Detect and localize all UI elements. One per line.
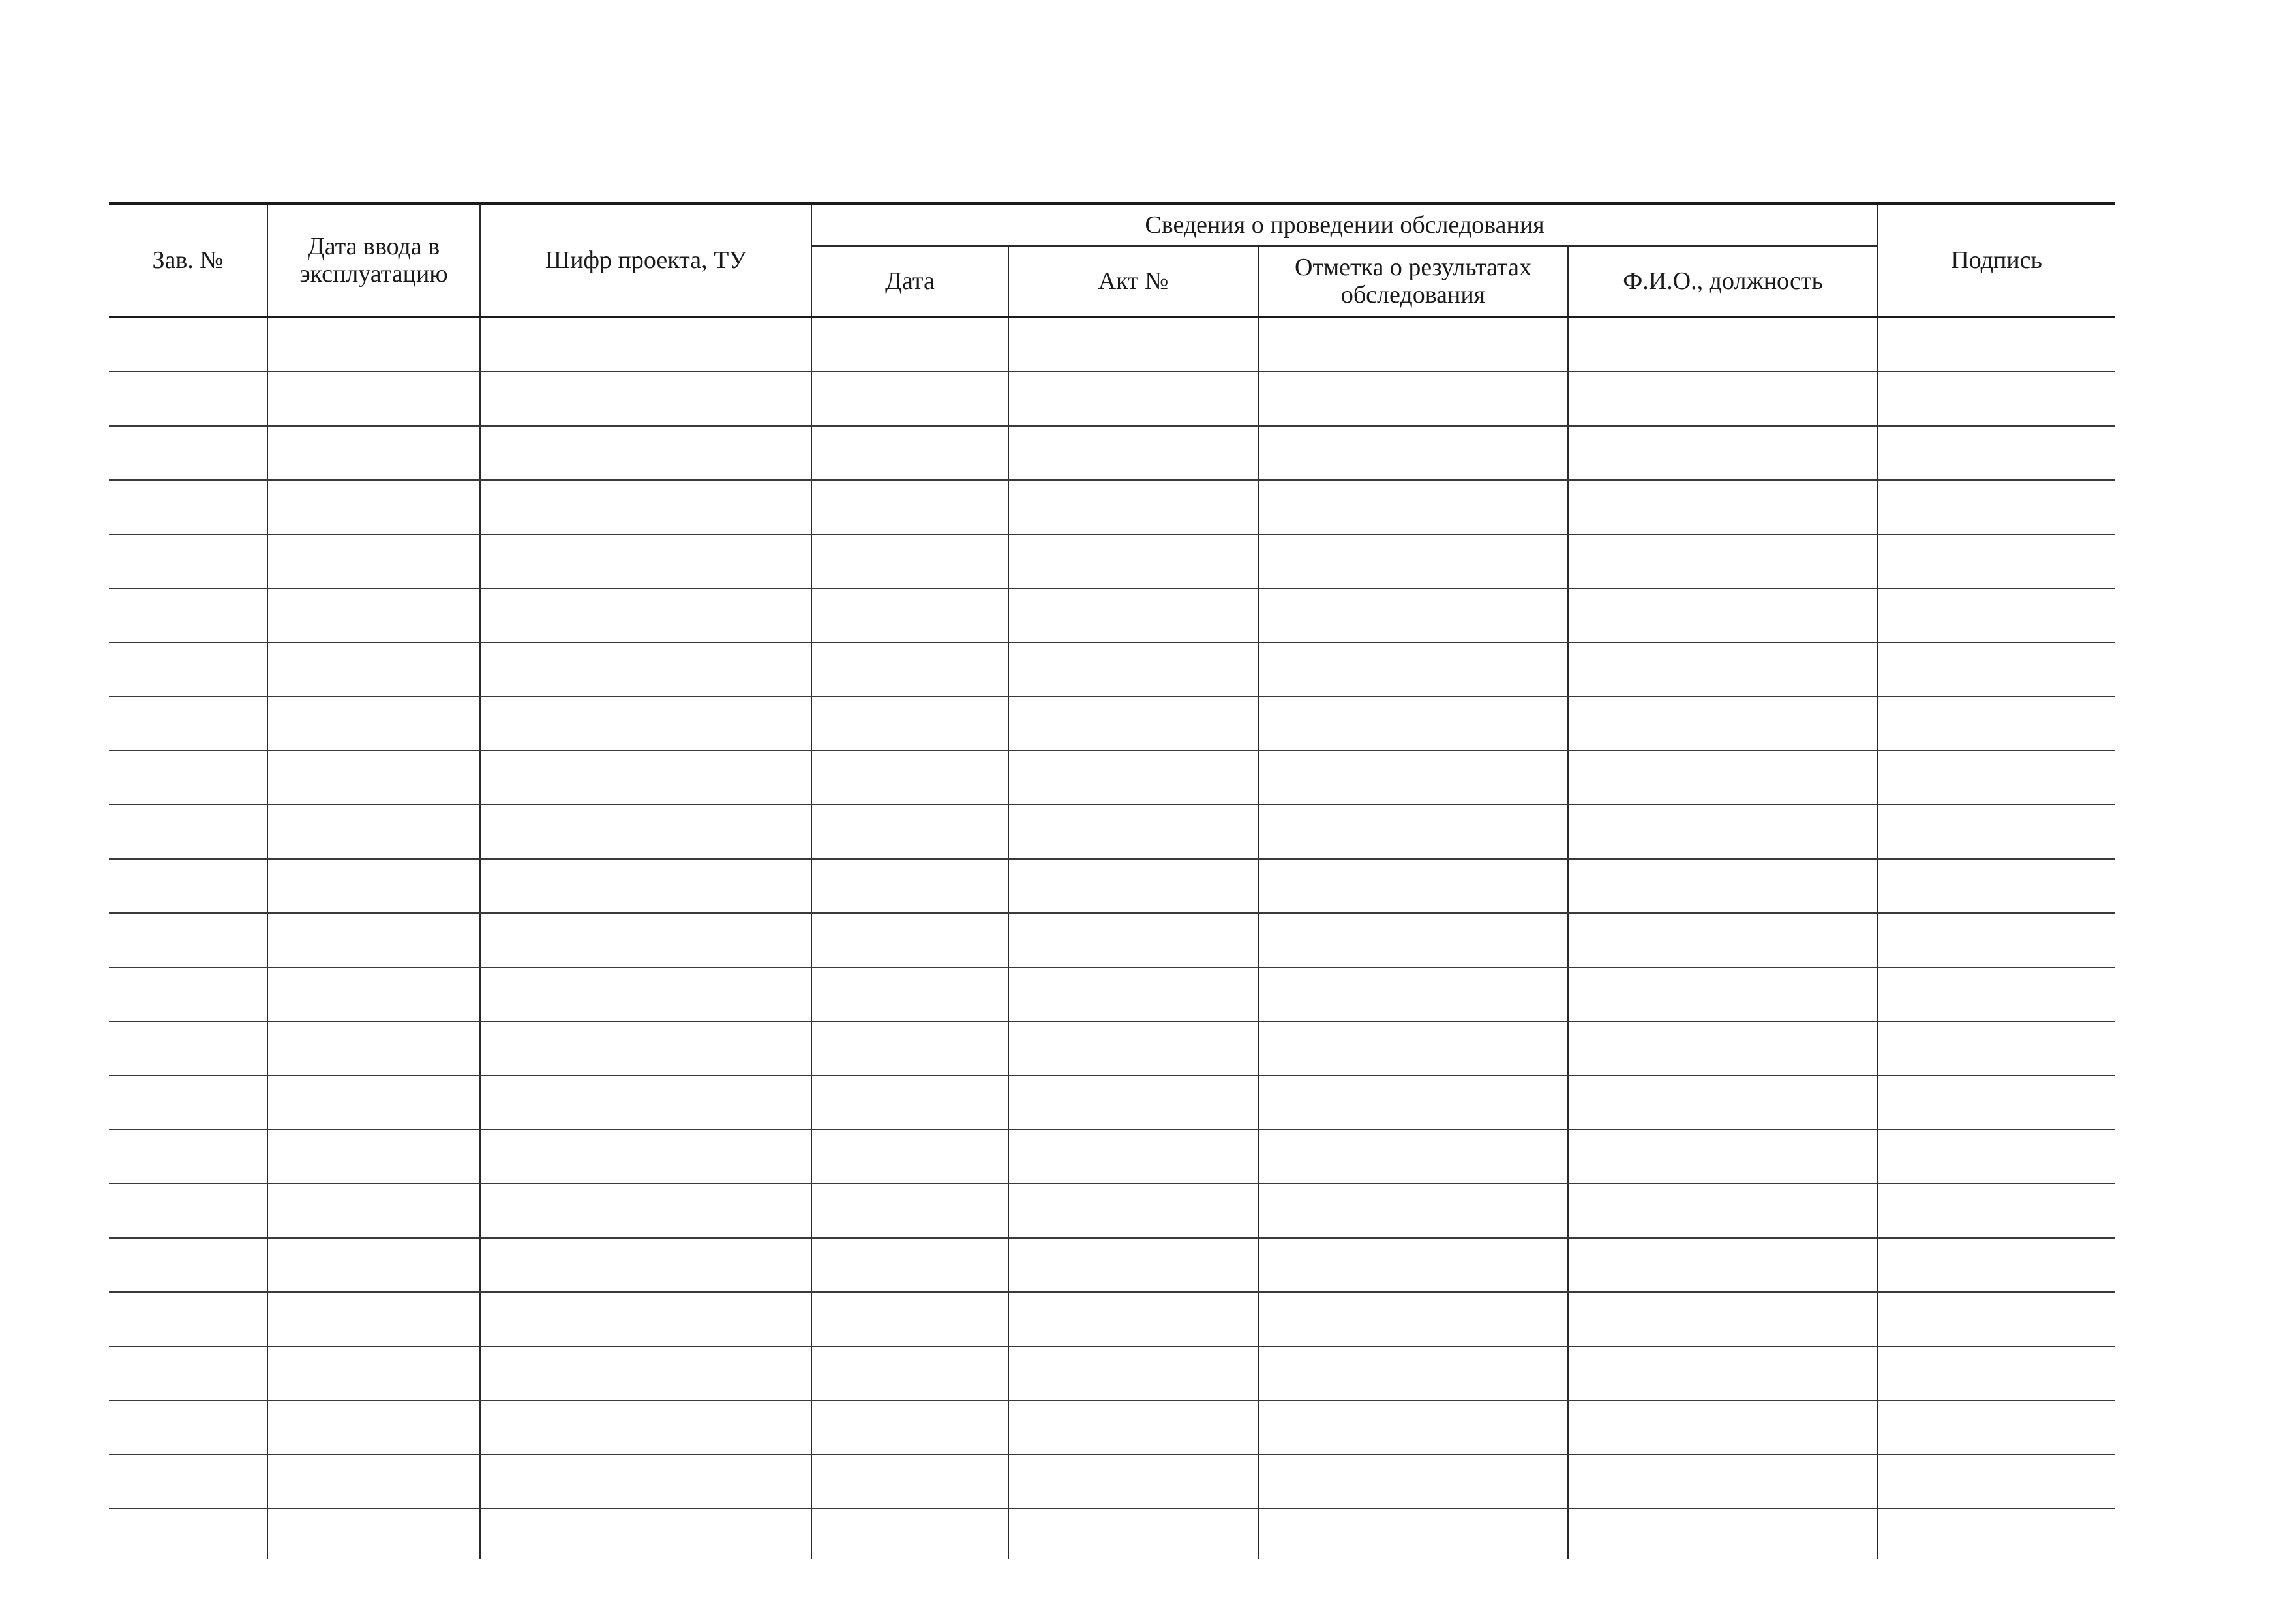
cell-act-no[interactable]: [1008, 859, 1258, 913]
cell-signature: [1878, 1509, 2115, 1559]
cell-commission-date[interactable]: [267, 697, 480, 751]
cell-act-no[interactable]: [1008, 913, 1258, 967]
header-commission-date: Дата ввода в эксплуатацию: [267, 203, 480, 317]
cell-serial-no[interactable]: [109, 967, 267, 1021]
cell-signature[interactable]: [1878, 697, 2115, 751]
cell-project-code[interactable]: [480, 317, 811, 372]
cell-person[interactable]: [1568, 642, 1878, 697]
cell-project-code[interactable]: [480, 1346, 811, 1400]
cell-person[interactable]: [1568, 1021, 1878, 1075]
cell-commission-date[interactable]: [267, 426, 480, 480]
cell-signature[interactable]: [1878, 1238, 2115, 1292]
cell-person[interactable]: [1568, 1292, 1878, 1346]
cell-signature[interactable]: [1878, 859, 2115, 913]
table-row: [109, 372, 2115, 426]
cell-commission-date[interactable]: [267, 805, 480, 859]
cell-person[interactable]: [1568, 1238, 1878, 1292]
cell-act-no[interactable]: [1008, 805, 1258, 859]
table-row: [109, 967, 2115, 1021]
cell-person[interactable]: [1568, 534, 1878, 588]
cell-signature[interactable]: [1878, 967, 2115, 1021]
table-row: [109, 1292, 2115, 1346]
table-row: [109, 697, 2115, 751]
cell-project-code[interactable]: [480, 1400, 811, 1454]
cell-act-no[interactable]: [1008, 1184, 1258, 1238]
cell-serial-no[interactable]: [109, 859, 267, 913]
inspection-register-table: [109, 202, 2115, 1559]
cell-result-note[interactable]: [1258, 317, 1568, 372]
cell-inspection-date[interactable]: [811, 1238, 1008, 1292]
cell-serial-no[interactable]: [109, 805, 267, 859]
cell-project-code[interactable]: [480, 1021, 811, 1075]
cell-serial-no[interactable]: [109, 1130, 267, 1184]
cell-serial-no[interactable]: [109, 1454, 267, 1509]
cell-commission-date[interactable]: [267, 588, 480, 642]
cell-commission-date[interactable]: [267, 913, 480, 967]
cell-project-code[interactable]: [480, 588, 811, 642]
table-row: [109, 642, 2115, 697]
cell-serial-no[interactable]: [109, 1075, 267, 1130]
cell-result-note[interactable]: [1258, 1292, 1568, 1346]
cell-serial-no[interactable]: [109, 1292, 267, 1346]
cell-act-no[interactable]: [1008, 317, 1258, 372]
cell-serial-no[interactable]: [109, 372, 267, 426]
cell-signature[interactable]: [1878, 426, 2115, 480]
cell-serial-no[interactable]: [109, 588, 267, 642]
cell-inspection-date[interactable]: [811, 1454, 1008, 1509]
cell-act-no[interactable]: [1008, 1238, 1258, 1292]
cell-result-note[interactable]: [1258, 1454, 1568, 1509]
cell-act-no[interactable]: [1008, 1130, 1258, 1184]
cell-signature[interactable]: [1878, 1184, 2115, 1238]
cell-serial-no[interactable]: [109, 480, 267, 534]
cell-result-note[interactable]: [1258, 1021, 1568, 1075]
cell-commission-date[interactable]: [267, 317, 480, 372]
cell-serial-no[interactable]: [109, 913, 267, 967]
cell-person[interactable]: [1568, 859, 1878, 913]
cell-result-note[interactable]: [1258, 1238, 1568, 1292]
cell-serial-no[interactable]: [109, 751, 267, 805]
cell-commission-date[interactable]: [267, 1400, 480, 1454]
cell-person[interactable]: [1568, 913, 1878, 967]
cell-project-code[interactable]: [480, 805, 811, 859]
cell-signature[interactable]: [1878, 1130, 2115, 1184]
cell-act-no[interactable]: [1008, 480, 1258, 534]
cell-inspection-date[interactable]: [811, 1292, 1008, 1346]
cell-serial-no[interactable]: [109, 1238, 267, 1292]
cell-person[interactable]: [1568, 426, 1878, 480]
cell-serial-no[interactable]: [109, 1184, 267, 1238]
cell-result-note[interactable]: [1258, 1184, 1568, 1238]
cell-signature[interactable]: [1878, 642, 2115, 697]
cell-inspection-date[interactable]: [811, 751, 1008, 805]
cell-person[interactable]: [1568, 805, 1878, 859]
cell-act-no[interactable]: [1008, 1400, 1258, 1454]
cell-commission-date[interactable]: [267, 480, 480, 534]
cell-result-note[interactable]: [1258, 967, 1568, 1021]
cell-inspection-date[interactable]: [811, 426, 1008, 480]
cell-project-code[interactable]: [480, 426, 811, 480]
cell-project-code[interactable]: [480, 642, 811, 697]
cell-project-code[interactable]: [480, 913, 811, 967]
cell-serial-no[interactable]: [109, 1346, 267, 1400]
table-row: [109, 1238, 2115, 1292]
cell-act-no[interactable]: [1008, 1454, 1258, 1509]
table-row: [109, 317, 2115, 372]
cell-commission-date[interactable]: [267, 372, 480, 426]
cell-signature[interactable]: [1878, 480, 2115, 534]
table-row: [109, 1021, 2115, 1075]
cell-serial-no[interactable]: [109, 534, 267, 588]
cell-commission-date[interactable]: [267, 1075, 480, 1130]
table-row: [109, 751, 2115, 805]
cell-result-note[interactable]: [1258, 480, 1568, 534]
table-row: [109, 1184, 2115, 1238]
cell-project-code[interactable]: [480, 1454, 811, 1509]
cell-person[interactable]: [1568, 697, 1878, 751]
cell-project-code[interactable]: [480, 534, 811, 588]
cell-person[interactable]: [1568, 1184, 1878, 1238]
table-row: [109, 1454, 2115, 1509]
cell-inspection-date[interactable]: [811, 967, 1008, 1021]
header-signature: Подпись: [1878, 203, 2115, 317]
cell-result-note[interactable]: [1258, 426, 1568, 480]
table-row: [109, 1075, 2115, 1130]
cell-signature[interactable]: [1878, 1292, 2115, 1346]
cell-inspection-date[interactable]: [811, 1184, 1008, 1238]
cell-act-no: [1008, 1509, 1258, 1559]
cell-commission-date[interactable]: [267, 642, 480, 697]
cell-inspection-date[interactable]: [811, 913, 1008, 967]
cell-inspection-date[interactable]: [811, 1346, 1008, 1400]
cell-commission-date[interactable]: [267, 1130, 480, 1184]
cell-inspection-date[interactable]: [811, 1400, 1008, 1454]
cell-project-code[interactable]: [480, 697, 811, 751]
cell-act-no[interactable]: [1008, 751, 1258, 805]
cell-result-note[interactable]: [1258, 1400, 1568, 1454]
cell-person[interactable]: [1568, 588, 1878, 642]
cell-person[interactable]: [1568, 1130, 1878, 1184]
cell-commission-date[interactable]: [267, 967, 480, 1021]
cell-inspection-date[interactable]: [811, 372, 1008, 426]
cell-project-code[interactable]: [480, 859, 811, 913]
cell-serial-no: [109, 1509, 267, 1559]
cell-signature[interactable]: [1878, 1346, 2115, 1400]
table-row: [109, 805, 2115, 859]
cell-inspection-date[interactable]: [811, 1130, 1008, 1184]
cell-result-note[interactable]: [1258, 913, 1568, 967]
cell-result-note: [1258, 1509, 1568, 1559]
cell-inspection-date: [811, 1509, 1008, 1559]
cell-inspection-date[interactable]: [811, 859, 1008, 913]
cell-signature[interactable]: [1878, 751, 2115, 805]
table-tail-row: [109, 1509, 2115, 1559]
cell-project-code[interactable]: [480, 1292, 811, 1346]
cell-result-note[interactable]: [1258, 642, 1568, 697]
header-act-no: Акт №: [1008, 246, 1258, 317]
cell-result-note[interactable]: [1258, 534, 1568, 588]
cell-serial-no[interactable]: [109, 1021, 267, 1075]
cell-result-note[interactable]: [1258, 697, 1568, 751]
cell-signature[interactable]: [1878, 913, 2115, 967]
table-row: [109, 534, 2115, 588]
cell-person[interactable]: [1568, 751, 1878, 805]
cell-project-code[interactable]: [480, 1184, 811, 1238]
cell-act-no[interactable]: [1008, 1292, 1258, 1346]
cell-result-note[interactable]: [1258, 588, 1568, 642]
cell-commission-date[interactable]: [267, 1292, 480, 1346]
table-row: [109, 1400, 2115, 1454]
cell-project-code[interactable]: [480, 480, 811, 534]
cell-act-no[interactable]: [1008, 1346, 1258, 1400]
cell-commission-date[interactable]: [267, 1238, 480, 1292]
cell-serial-no[interactable]: [109, 317, 267, 372]
cell-project-code[interactable]: [480, 751, 811, 805]
cell-project-code: [480, 1509, 811, 1559]
table-row: [109, 913, 2115, 967]
cell-inspection-date[interactable]: [811, 534, 1008, 588]
cell-commission-date[interactable]: [267, 1346, 480, 1400]
cell-person[interactable]: [1568, 967, 1878, 1021]
cell-serial-no[interactable]: [109, 1400, 267, 1454]
cell-result-note[interactable]: [1258, 751, 1568, 805]
cell-signature[interactable]: [1878, 805, 2115, 859]
table-row: [109, 588, 2115, 642]
cell-signature[interactable]: [1878, 534, 2115, 588]
cell-act-no[interactable]: [1008, 534, 1258, 588]
cell-project-code[interactable]: [480, 1075, 811, 1130]
cell-commission-date: [267, 1509, 480, 1559]
cell-inspection-date[interactable]: [811, 642, 1008, 697]
cell-signature[interactable]: [1878, 1400, 2115, 1454]
cell-person[interactable]: [1568, 1346, 1878, 1400]
cell-inspection-date[interactable]: [811, 805, 1008, 859]
table-row: [109, 859, 2115, 913]
header-serial-no: Зав. №: [109, 203, 267, 317]
cell-serial-no[interactable]: [109, 642, 267, 697]
header-person: Ф.И.О., должность: [1568, 246, 1878, 317]
header-inspection-group: Сведения о проведении обследования: [811, 203, 1878, 246]
cell-signature[interactable]: [1878, 317, 2115, 372]
cell-person[interactable]: [1568, 1400, 1878, 1454]
cell-inspection-date[interactable]: [811, 480, 1008, 534]
table-row: [109, 1346, 2115, 1400]
header-result-note: Отметка о результатах обследования: [1258, 246, 1568, 317]
cell-act-no[interactable]: [1008, 1075, 1258, 1130]
cell-result-note[interactable]: [1258, 1130, 1568, 1184]
table-row: [109, 1130, 2115, 1184]
cell-person[interactable]: [1568, 1454, 1878, 1509]
cell-person[interactable]: [1568, 317, 1878, 372]
cell-result-note[interactable]: [1258, 1075, 1568, 1130]
header-inspection-date: Дата: [811, 246, 1008, 317]
table-row: [109, 480, 2115, 534]
table-row: [109, 426, 2115, 480]
cell-serial-no[interactable]: [109, 697, 267, 751]
cell-signature[interactable]: [1878, 1021, 2115, 1075]
cell-person[interactable]: [1568, 480, 1878, 534]
cell-commission-date[interactable]: [267, 1021, 480, 1075]
cell-act-no[interactable]: [1008, 967, 1258, 1021]
cell-signature[interactable]: [1878, 588, 2115, 642]
cell-project-code[interactable]: [480, 1130, 811, 1184]
cell-result-note[interactable]: [1258, 805, 1568, 859]
cell-signature[interactable]: [1878, 1454, 2115, 1509]
cell-result-note[interactable]: [1258, 372, 1568, 426]
cell-commission-date[interactable]: [267, 534, 480, 588]
cell-act-no[interactable]: [1008, 372, 1258, 426]
cell-person: [1568, 1509, 1878, 1559]
cell-result-note[interactable]: [1258, 1346, 1568, 1400]
cell-inspection-date[interactable]: [811, 588, 1008, 642]
cell-commission-date[interactable]: [267, 859, 480, 913]
cell-inspection-date[interactable]: [811, 1075, 1008, 1130]
cell-signature[interactable]: [1878, 1075, 2115, 1130]
cell-commission-date[interactable]: [267, 751, 480, 805]
cell-inspection-date[interactable]: [811, 317, 1008, 372]
cell-signature[interactable]: [1878, 372, 2115, 426]
cell-act-no[interactable]: [1008, 697, 1258, 751]
cell-act-no[interactable]: [1008, 1021, 1258, 1075]
cell-act-no[interactable]: [1008, 588, 1258, 642]
cell-project-code[interactable]: [480, 372, 811, 426]
cell-person[interactable]: [1568, 1075, 1878, 1130]
cell-result-note[interactable]: [1258, 859, 1568, 913]
cell-inspection-date[interactable]: [811, 697, 1008, 751]
cell-project-code[interactable]: [480, 1238, 811, 1292]
cell-project-code[interactable]: [480, 967, 811, 1021]
cell-person[interactable]: [1568, 372, 1878, 426]
cell-commission-date[interactable]: [267, 1184, 480, 1238]
cell-act-no[interactable]: [1008, 426, 1258, 480]
table-body: [109, 317, 2115, 1559]
cell-serial-no[interactable]: [109, 426, 267, 480]
cell-commission-date[interactable]: [267, 1454, 480, 1509]
header-project-code: Шифр проекта, ТУ: [480, 203, 811, 317]
cell-act-no[interactable]: [1008, 642, 1258, 697]
cell-inspection-date[interactable]: [811, 1021, 1008, 1075]
